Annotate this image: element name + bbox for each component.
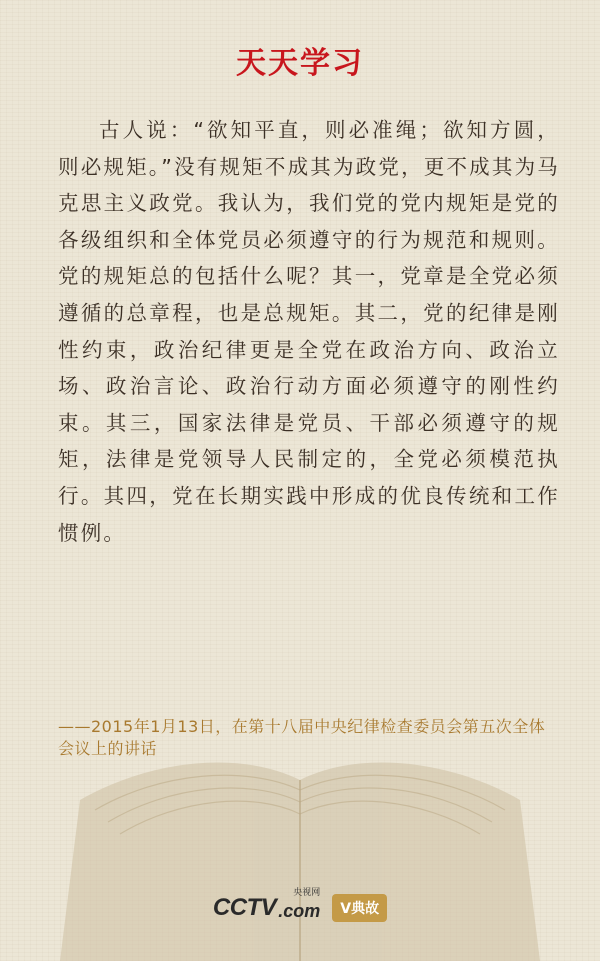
cctv-logo: [212, 887, 321, 922]
cctv-logo-com: .com: [278, 901, 321, 921]
page-title: 天天学习: [236, 46, 364, 81]
v-diangu-badge: V典故: [332, 894, 387, 922]
cctv-logo-chinese: 央视网: [293, 887, 321, 897]
quote-body: 古人说：“欲知平直，则必准绳；欲知方圆，则必规矩。”没有规矩不成其为政党，更不成其为马克思主义政党。我认为，我们党的党内规矩是党的各级组织和全体党员必须遵守的行为规范和规则。党的规矩总的包括什么呢？其一，党章是全党必须遵循的总章程，也是总规矩。其二，党的纪律是刚性约束，政治纪律更是全党在政治方向、政治立场、政治言论、政治行动方面必须遵守的刚性约束。其三，国家法律是党员、干部必须遵守的规矩，法律是党领导人民制定的，全党必须模范执行。其四，党在长期实践中形成的优良传统和工作惯例。: [58, 118, 560, 545]
footer-logos: [0, 888, 600, 928]
cctv-logo-text: CCTV: [212, 894, 277, 921]
quote-source: ——2015年1月13日，在第十八届中央纪律检查委员会第五次全体会议上的讲话: [58, 717, 546, 758]
